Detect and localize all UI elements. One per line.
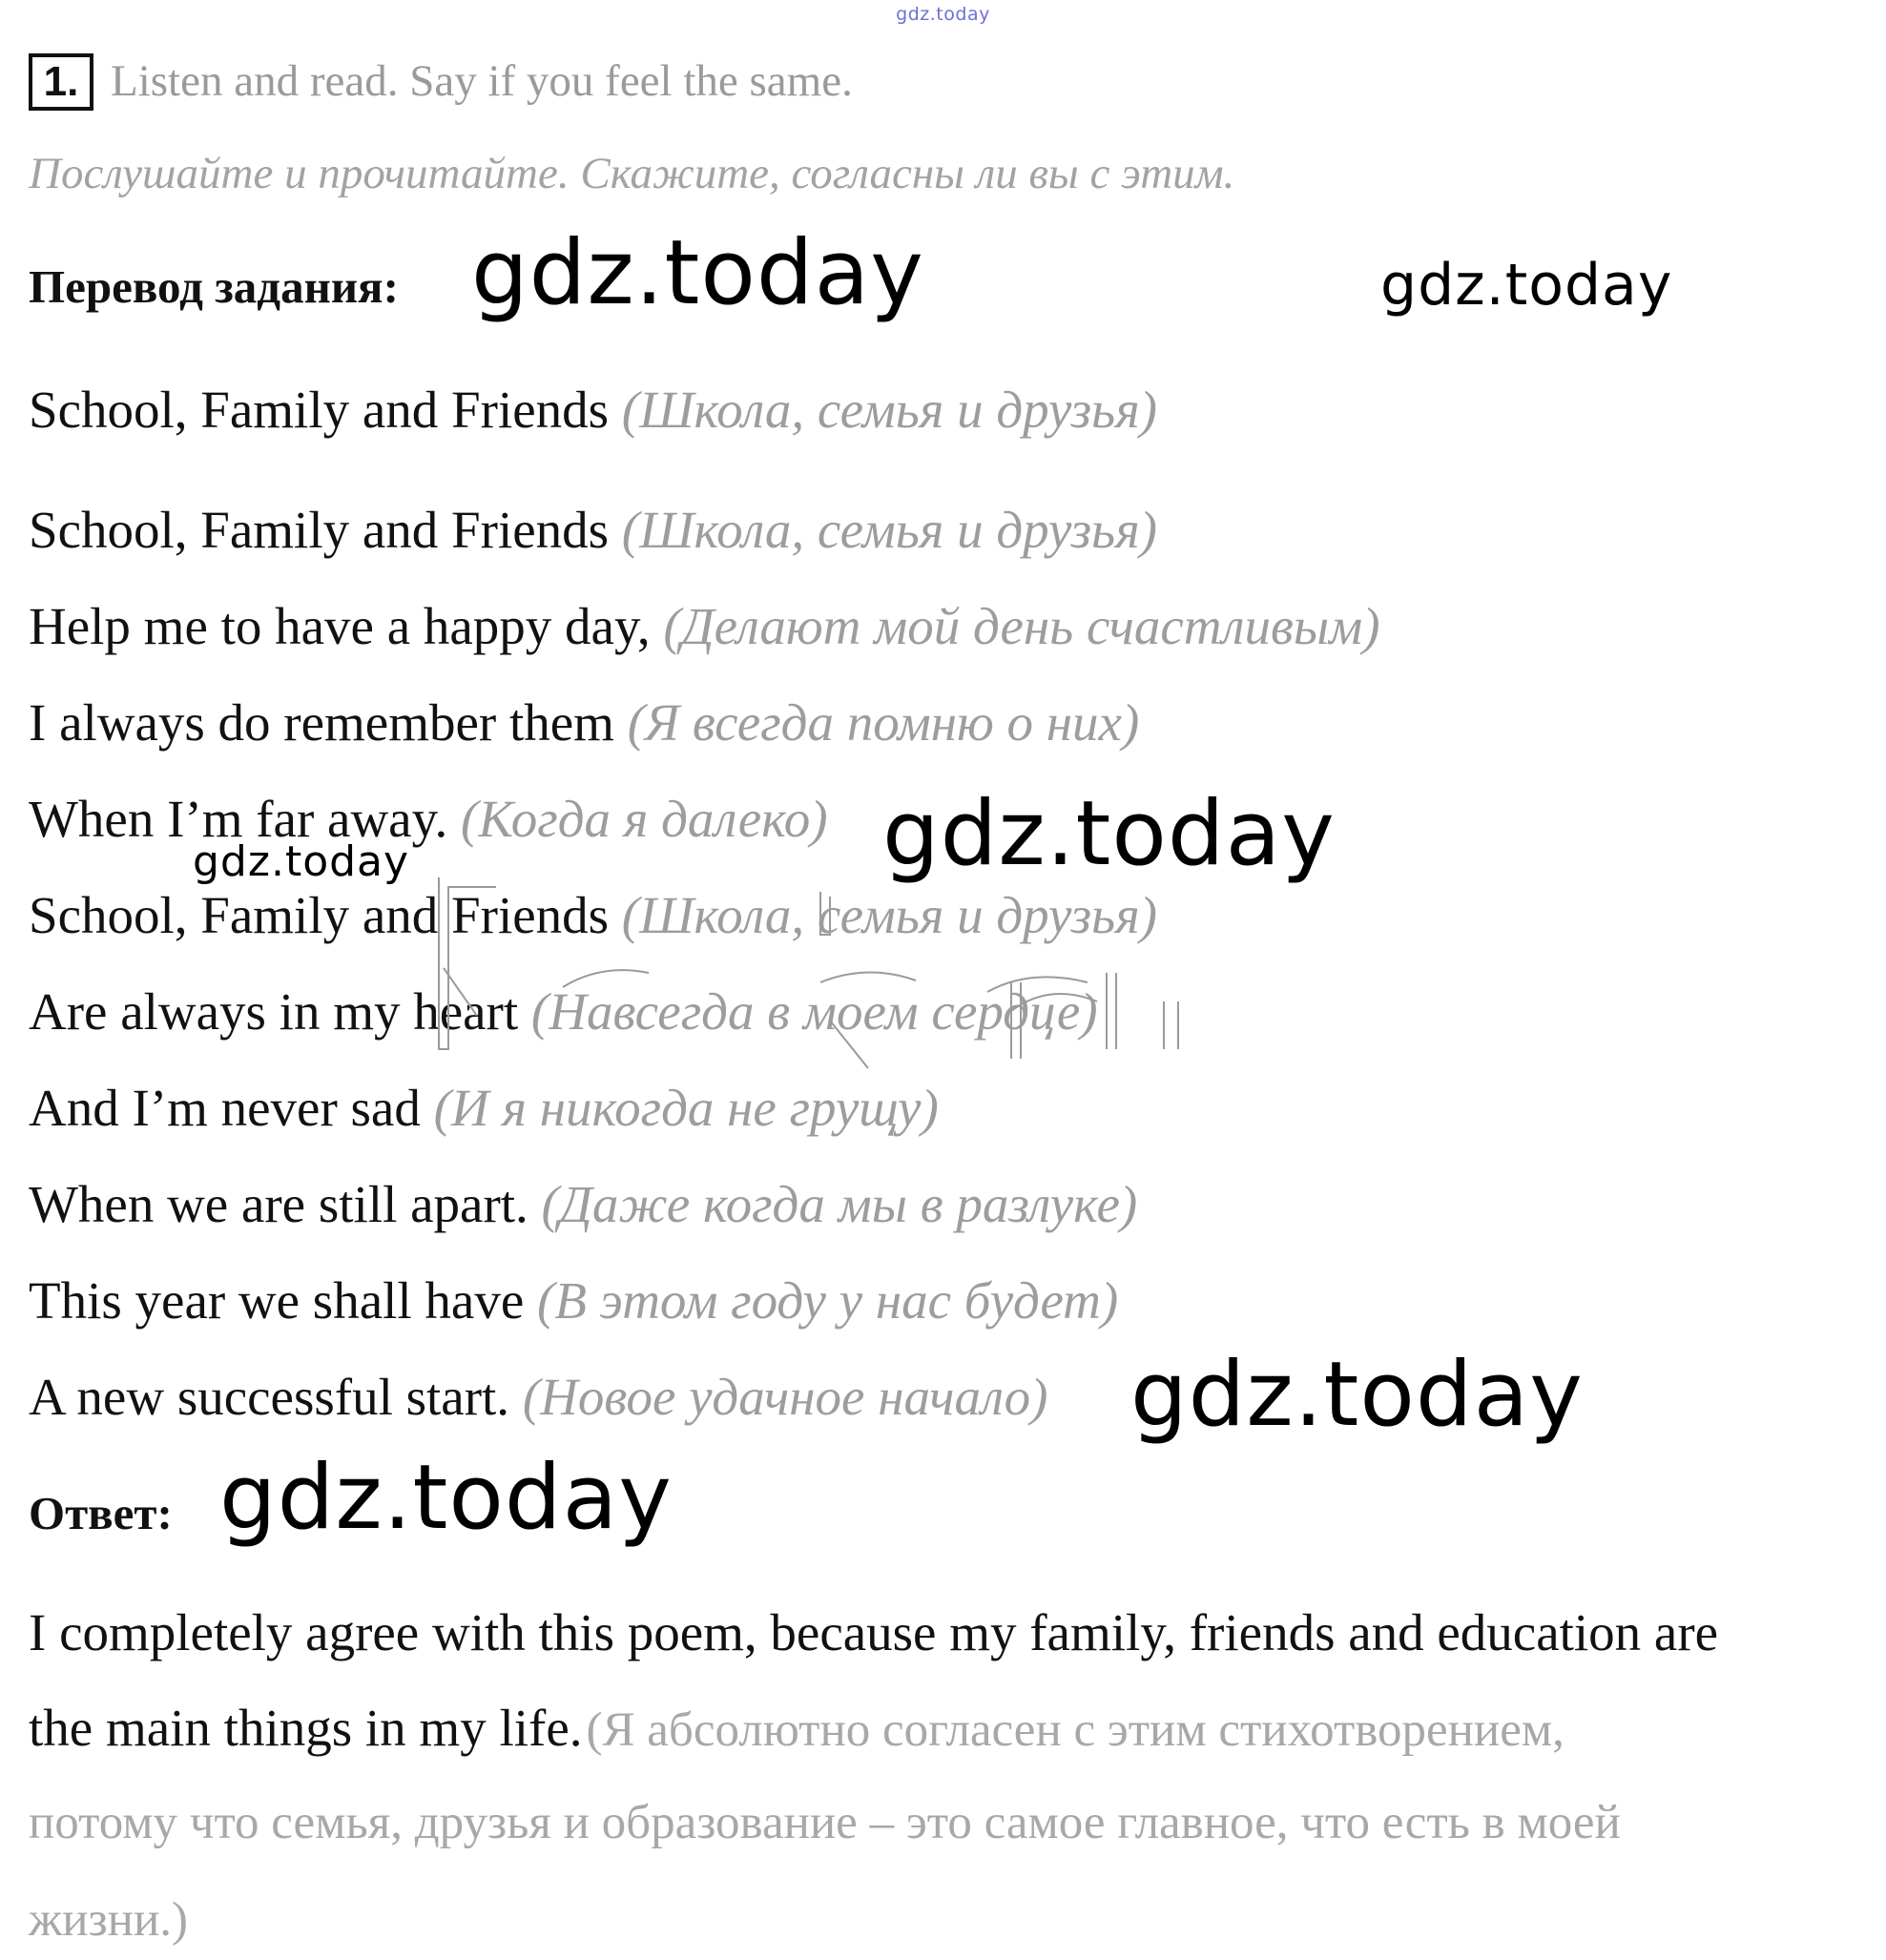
- poem-title-ru: (Школа, семья и друзья): [621, 381, 1157, 439]
- poem-line-ru: (Школа, семья и друзья): [621, 501, 1157, 559]
- poem-line: [29, 596, 1380, 656]
- poem-line-ru: (И я никогда не грущу): [433, 1079, 939, 1137]
- poem-line-ru: (В этом году у нас будет): [537, 1271, 1119, 1330]
- poem-title-en: School, Family and Friends: [29, 381, 610, 439]
- poem-line: [29, 1270, 1118, 1331]
- poem-line-ru: (Я всегда помню о них): [627, 693, 1140, 752]
- poem-line-ru: (Новое удачное начало): [522, 1368, 1048, 1426]
- watermark: gdz.today: [882, 782, 1336, 886]
- poem-line-ru: (Когда я далеко): [461, 790, 828, 848]
- watermark: gdz.today: [1130, 1343, 1584, 1447]
- poem-line-en: And I’m never sad: [29, 1079, 421, 1137]
- watermark: gdz.today: [471, 221, 924, 325]
- poem-line-en: When we are still apart.: [29, 1175, 528, 1233]
- poem-line-en: Help me to have a happy day,: [29, 597, 651, 655]
- watermark: gdz.today: [1380, 252, 1673, 319]
- poem-line-ru: (Делают мой день счастливым): [663, 597, 1380, 655]
- poem-line-en: Are always in my heart: [29, 982, 519, 1041]
- translation-heading: Перевод задания:: [29, 260, 399, 313]
- exercise-number: 1.: [29, 53, 93, 111]
- watermark: gdz.today: [219, 1446, 673, 1550]
- poem-line-en: This year we shall have: [29, 1271, 525, 1330]
- poem-line: [29, 500, 1157, 560]
- poem-line-ru: (Школа, семья и друзья): [621, 886, 1157, 944]
- instruction-russian: Послушайте и прочитайте. Скажите, согласны ли вы с этим.: [29, 149, 1235, 198]
- answer-ru-start: (Я абсолютно согласен с этим стихотворением,: [586, 1703, 1565, 1757]
- poem-line: [29, 789, 828, 849]
- answer-ru-line-3: потому что семья, друзья и образование – это самое главное, что есть в моей: [29, 1796, 1621, 1849]
- poem-line: [29, 1174, 1137, 1234]
- answer-ru-line-4: жизни.): [29, 1893, 188, 1947]
- poem-line-en: School, Family and Friends: [29, 886, 610, 944]
- poem-line-ru: (Даже когда мы в разлуке): [541, 1175, 1138, 1233]
- poem-title-line: [29, 380, 1157, 440]
- poem-line-en: School, Family and Friends: [29, 501, 610, 559]
- poem-line-ru: (Навсегда в моем сердце): [530, 982, 1098, 1041]
- answer-en-end: the main things in my life.: [29, 1699, 583, 1757]
- top-watermark: gdz.today: [896, 4, 990, 25]
- poem-line-en: I always do remember them: [29, 693, 614, 752]
- scan-artifact-scribble: [420, 858, 1221, 1078]
- answer-line-2: [29, 1698, 1565, 1758]
- poem-line: [29, 1367, 1047, 1427]
- answer-line-1: I completely agree with this poem, because my family, friends and education are: [29, 1603, 1719, 1661]
- poem-line: [29, 692, 1139, 753]
- poem-line-en: A new successful start.: [29, 1368, 510, 1426]
- poem-line-en: When I’m far away.: [29, 790, 448, 848]
- answer-heading: Ответ:: [29, 1487, 173, 1539]
- watermark: gdz.today: [193, 837, 410, 886]
- poem-line: [29, 1078, 939, 1138]
- instruction-english: Listen and read. Say if you feel the same.: [111, 56, 853, 106]
